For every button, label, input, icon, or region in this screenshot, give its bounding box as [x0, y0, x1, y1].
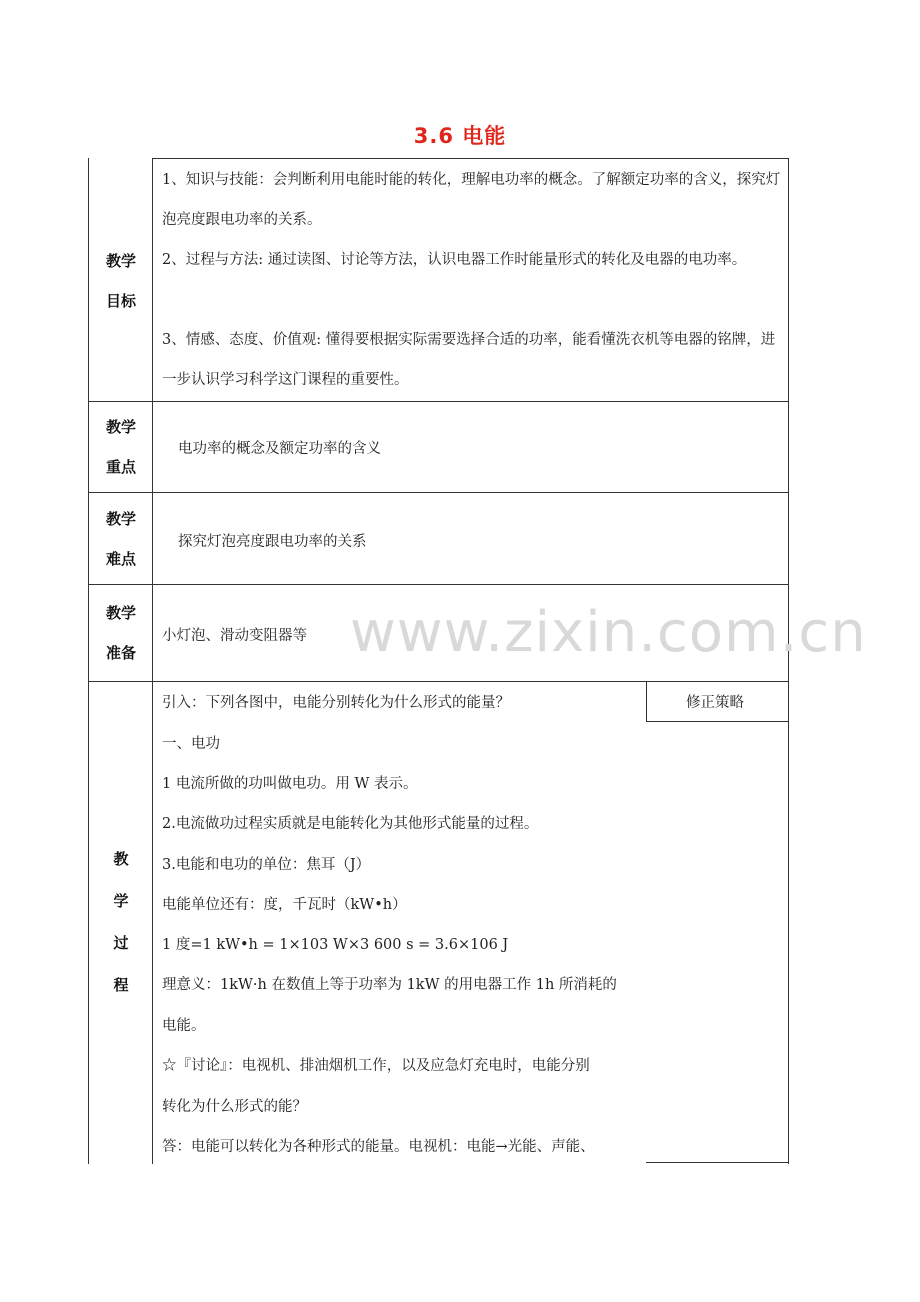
- row-divider: [88, 492, 789, 493]
- difficulties-label: [89, 499, 153, 579]
- process-label-char-2: 学: [113, 892, 129, 910]
- objective-item-1: 1、知识与技能：会判断利用电能时能的转化，理解电功率的概念。了解额定功率的含义，探究灯泡亮度跟电功率的关系。: [162, 172, 781, 228]
- key-points-content: 电功率的概念及额定功率的含义: [178, 441, 381, 457]
- process-line-9: 电能。: [162, 1018, 206, 1034]
- process-line-6: 电能单位还有：度，千瓦时（kW•h）: [162, 897, 407, 913]
- preparation-label: [89, 593, 153, 673]
- key-points-label-line1: 教学: [105, 418, 136, 436]
- page-title: 3.6 电能: [413, 124, 507, 148]
- row-divider: [88, 584, 789, 585]
- table-border-top: [152, 158, 789, 159]
- process-line-1: 引入：下列各图中，电能分别转化为什么形式的能量？: [162, 695, 510, 711]
- objectives-label: [89, 241, 153, 321]
- preparation-content: 小灯泡、滑动变阻器等: [162, 628, 307, 644]
- preparation-label-line2: 准备: [105, 644, 136, 662]
- objective-item-2: 2、过程与方法: 通过读图、讨论等方法，认识电器工作时能量形式的转化及电器的电功率。: [162, 252, 747, 268]
- row-divider: [88, 401, 789, 402]
- objective-item-3: 3、情感、态度、价值观: 懂得要根据实际需要选择合适的功率，能看懂洗衣机等电器的铭牌，进一步认识学习科学这门课程的重要性。: [162, 332, 776, 388]
- difficulties-content: 探究灯泡亮度跟电功率的关系: [178, 534, 367, 550]
- process-label-char-3: 过: [113, 934, 129, 952]
- revision-column-divider: [646, 681, 647, 722]
- key-points-label-line2: 重点: [105, 458, 136, 476]
- row-divider: [88, 681, 789, 682]
- process-line-8: 理意义：1kW·h 在数值上等于功率为 1kW 的用电器工作 1h 所消耗的: [162, 977, 617, 993]
- process-label-char-4: 程: [113, 976, 129, 994]
- process-line-10: ☆『讨论』：电视机、排油烟机工作，以及应急灯充电时，电能分别: [162, 1058, 590, 1074]
- key-points-label: [89, 407, 153, 487]
- process-line-3: 1 电流所做的功叫做电功。用 W 表示。: [162, 776, 418, 792]
- difficulties-label-line1: 教学: [105, 510, 136, 528]
- process-label: [89, 838, 153, 1006]
- revision-header-divider: [646, 721, 789, 722]
- process-line-5: 3.电能和电功的单位：焦耳（J）: [162, 857, 371, 873]
- process-line-11: 转化为什么形式的能？: [162, 1099, 307, 1115]
- objectives-label-line2: 目标: [105, 292, 136, 310]
- table-border-right: [788, 158, 789, 1164]
- revision-bottom-divider: [646, 1162, 789, 1163]
- process-line-12: 答：电能可以转化为各种形式的能量。电视机：电能→光能、声能、: [162, 1139, 595, 1155]
- objectives-label-line1: 教学: [105, 252, 136, 270]
- watermark: www.zixin.com.cn: [350, 600, 867, 665]
- preparation-label-line1: 教学: [105, 604, 136, 622]
- process-line-4: 2.电流做功过程实质就是电能转化为其他形式能量的过程。: [162, 816, 539, 832]
- difficulties-label-line2: 难点: [105, 550, 136, 568]
- process-line-2: 一、电功: [162, 736, 220, 752]
- process-line-7: 1 度=1 kW•h = 1×103 W×3 600 s = 3.6×106 J: [162, 937, 509, 953]
- process-label-char-1: 教: [113, 850, 129, 868]
- revision-strategy-header: 修正策略: [686, 695, 744, 711]
